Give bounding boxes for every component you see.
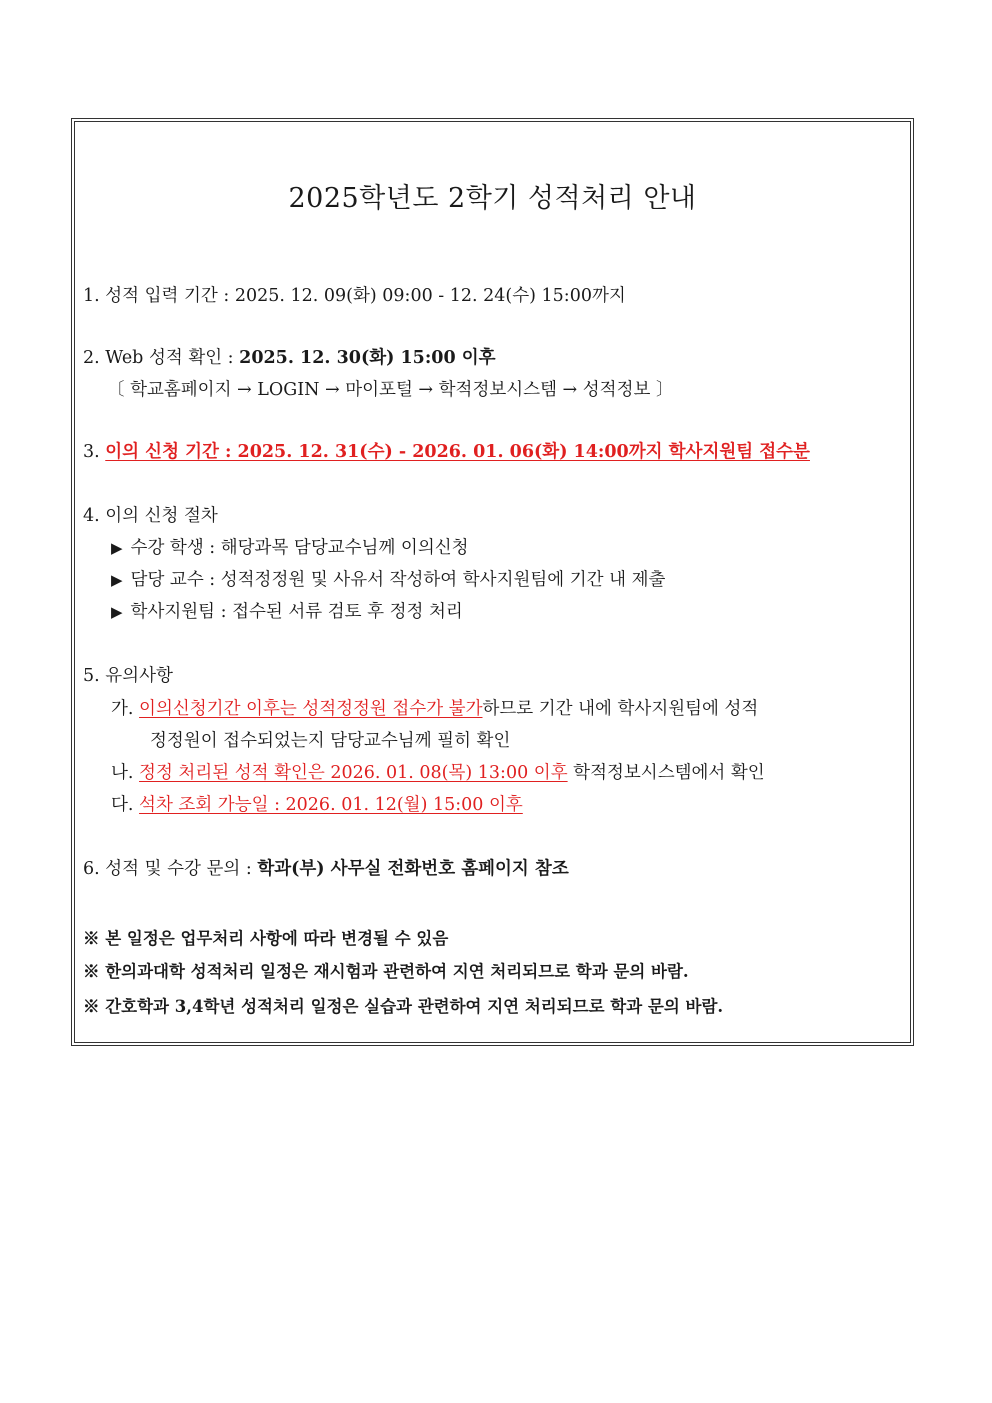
procedure-step-text: 학사지원팀 : 접수된 서류 검토 후 정정 처리 — [130, 602, 463, 622]
note-na-marker: 나. — [111, 763, 134, 783]
item-web-grade-prefix: 2. Web 성적 확인 : — [83, 348, 240, 368]
note-ga-marker: 가. — [111, 699, 134, 719]
item-appeal-prefix: 3. — [83, 442, 106, 462]
note-ga-warning: 이의신청기간 이후는 성적정정원 접수가 불가 — [139, 699, 483, 719]
web-grade-path: 〔 학교홈페이지 → LOGIN → 마이포털 → 학적정보시스템 → 성적정보 〕 — [107, 380, 674, 400]
note-na-warning: 정정 처리된 성적 확인은 2026. 01. 08(목) 13:00 이후 — [139, 763, 568, 783]
inquiry-text: 학과(부) 사무실 전화번호 홈페이지 참조 — [257, 859, 569, 879]
procedure-step — [111, 568, 665, 592]
note-na — [111, 761, 765, 785]
note-da-warning: 석차 조회 가능일 : 2026. 01. 12(월) 15:00 이후 — [139, 795, 523, 815]
item-grade-input-period: 1. 성적 입력 기간 : 2025. 12. 09(화) 09:00 - 12. 24(수) 15:00까지 — [83, 286, 626, 306]
procedure-step-text: 수강 학생 : 해당과목 담당교수님께 이의신청 — [130, 538, 469, 558]
triangle-bullet-icon: ▶ — [111, 603, 123, 621]
procedure-step — [111, 536, 469, 560]
notice-frame — [71, 118, 914, 1046]
procedure-step — [111, 600, 463, 624]
item-inquiry-prefix: 6. 성적 및 수강 문의 : — [83, 859, 258, 879]
footnote: ※ 한의과대학 성적처리 일정은 재시험과 관련하여 지연 처리되므로 학과 문의 바람. — [83, 962, 689, 981]
footnote: ※ 간호학과 3,4학년 성적처리 일정은 실습과 관련하여 지연 처리되므로 학과 문의 바람. — [83, 997, 724, 1016]
item-web-grade-check — [83, 346, 496, 370]
appeal-period-text: 이의 신청 기간 : 2025. 12. 31(수) - 2026. 01. 06(화) 14:00까지 학사지원팀 접수분 — [105, 442, 810, 462]
note-na-rest: 학적정보시스템에서 확인 — [567, 763, 765, 783]
note-ga — [111, 697, 758, 721]
item-appeal-period — [83, 440, 810, 464]
footnote: ※ 본 일정은 업무처리 사항에 따라 변경될 수 있음 — [83, 929, 449, 948]
item-inquiry — [83, 857, 569, 881]
page-title: 2025학년도 2학기 성적처리 안내 — [288, 183, 697, 214]
item-notes-heading: 5. 유의사항 — [83, 666, 173, 686]
note-da-marker: 다. — [111, 795, 134, 815]
note-ga-rest: 하므로 기간 내에 학사지원팀에 성적 — [482, 699, 759, 719]
web-grade-date: 2025. 12. 30(화) 15:00 이후 — [239, 348, 496, 368]
triangle-bullet-icon: ▶ — [111, 571, 123, 589]
triangle-bullet-icon: ▶ — [111, 539, 123, 557]
note-ga-line2: 정정원이 접수되었는지 담당교수님께 필히 확인 — [150, 731, 511, 751]
note-da — [111, 793, 523, 817]
procedure-step-text: 담당 교수 : 성적정정원 및 사유서 작성하여 학사지원팀에 기간 내 제출 — [130, 570, 666, 590]
item-appeal-procedure-heading: 4. 이의 신청 절차 — [83, 506, 218, 526]
